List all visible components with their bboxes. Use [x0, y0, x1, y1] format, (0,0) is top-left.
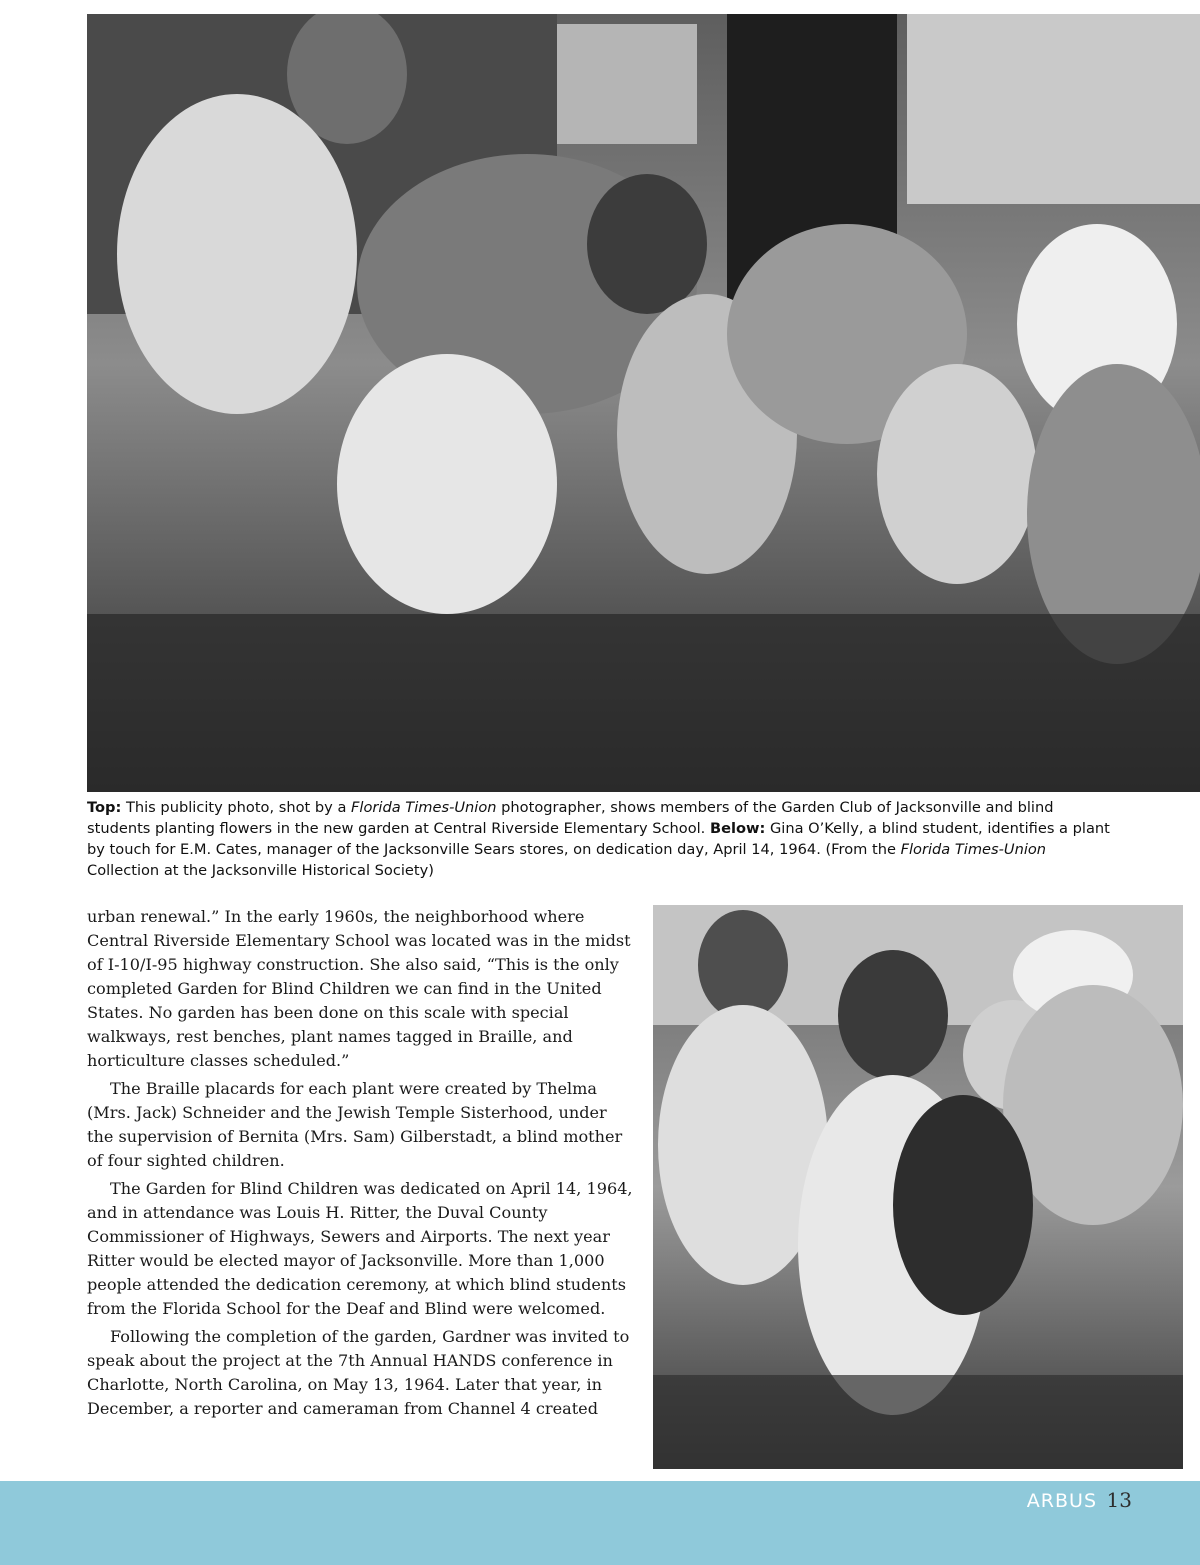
- paragraph-1: urban renewal.” In the early 1960s, the neighborhood where Central Riverside Elementary School was located was in the midst of I-10/I-95 highway construction. She also said, “This is the only completed Garden for Blind Children we can find in the United States. No garden has been done on this scale with special walkways, rest benches, plant names tagged in Braille, and horticulture classes scheduled.”: [87, 907, 631, 1070]
- footer-band: [0, 1481, 1200, 1565]
- caption-part-3: Gina O’Kelly, a blind student, identifies a plant by touch for E.M. Cates, manager of the Jacksonville Sears stores, on dedication day, April 14, 1964. (From the: [87, 820, 1110, 858]
- caption-below-label: Below:: [709, 820, 766, 837]
- top-photo: [87, 14, 1200, 792]
- caption-part-2: photographer, shows members of the Garden Club of Jacksonville and blind students planting flowers in the new garden at Central Riverside Elementary School.: [87, 799, 1054, 837]
- magazine-name: ARBUS: [1026, 1490, 1097, 1512]
- photo-caption: [87, 797, 1117, 881]
- caption-newspaper-1: Florida Times-Union: [351, 799, 497, 816]
- paragraph-4: Following the completion of the garden, Gardner was invited to speak about the project at the 7th Annual HANDS conference in Charlotte, North Carolina, on May 13, 1964. Later that year, in December, a reporter and cameraman from Channel 4 created: [87, 1327, 630, 1418]
- paragraph-3: The Garden for Blind Children was dedicated on April 14, 1964, and in attendance was Louis H. Ritter, the Duval County Commissioner of Highways, Sewers and Airports. The next year Ritter would be elected mayor of Jacksonville. More than 1,000 people attended the dedication ceremony, at which blind students from the Florida School for the Deaf and Blind were welcomed.: [87, 1179, 633, 1318]
- caption-part-4: Collection at the Jacksonville Historical Society): [87, 862, 434, 879]
- page-number: 13: [1106, 1488, 1132, 1512]
- caption-newspaper-2: Florida Times-Union: [900, 841, 1047, 858]
- paragraph-2: The Braille placards for each plant were created by Thelma (Mrs. Jack) Schneider and the Jewish Temple Sisterhood, under the supervision of Bernita (Mrs. Sam) Gilberstadt, a blind mother of four sighted children.: [87, 1079, 623, 1170]
- top-photo-graphic: [87, 14, 1200, 792]
- caption-top-label: Top:: [87, 799, 122, 816]
- article-body: [87, 905, 635, 1425]
- bottom-photo: [653, 905, 1183, 1469]
- bottom-photo-graphic: [653, 905, 1183, 1469]
- caption-part-1: This publicity photo, shot by a: [121, 799, 352, 816]
